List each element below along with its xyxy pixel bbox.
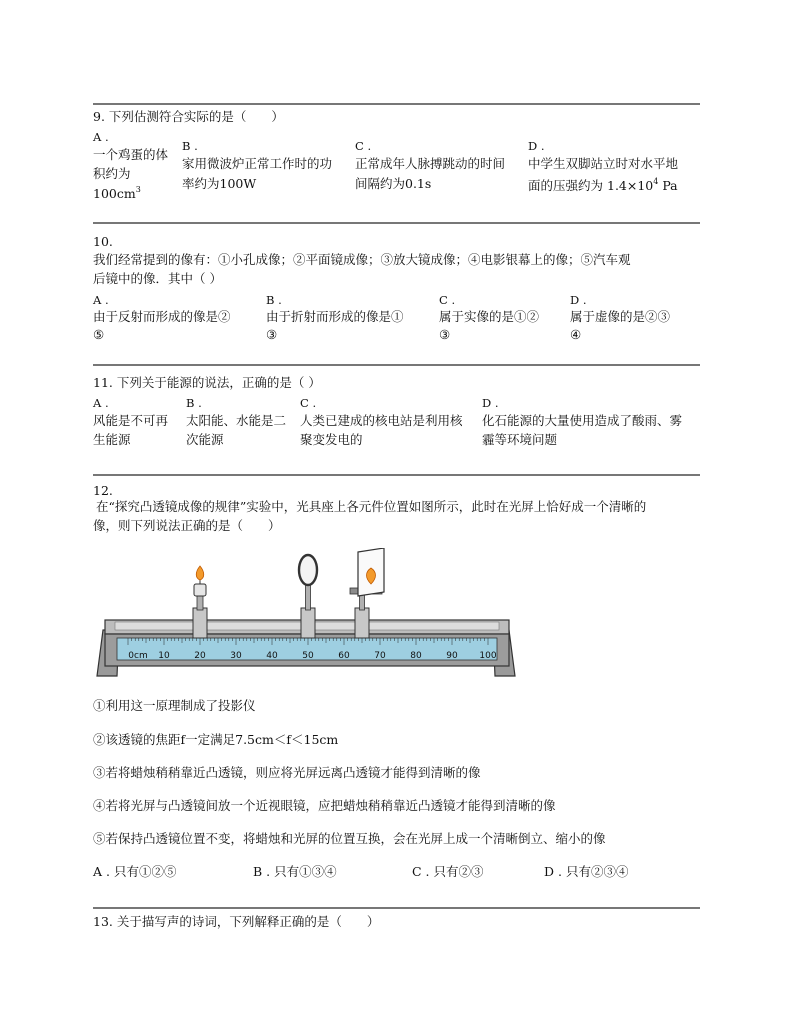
convex-lens [299, 555, 317, 585]
option-text: 一个鸡蛋的体 [93, 147, 169, 162]
candle-holder [193, 566, 207, 638]
divider [93, 222, 700, 224]
option-label: C . [439, 293, 456, 307]
option-label: B . [266, 293, 282, 307]
q12-stem-line: 像，则下列说法正确的是（ ） [93, 518, 281, 533]
option-text: ⑤ [93, 327, 105, 342]
candle-flame-icon [196, 566, 204, 580]
option-text: 间隔约为0.1s [355, 176, 432, 191]
divider [93, 364, 700, 366]
ruler-label: 30 [230, 651, 242, 661]
option-text: 次能源 [186, 432, 224, 447]
option-text: 聚变发电的 [300, 432, 363, 447]
q12-option-c[interactable]: C . 只有②③ [412, 864, 484, 879]
ruler-label: 0cm [128, 651, 148, 661]
option-text: ④ [570, 327, 582, 342]
option-label: C . [355, 139, 372, 153]
option-label: C . [300, 396, 317, 410]
q13-stem: 13. 关于描写声的诗词，下列解释正确的是（ ） [93, 914, 380, 929]
option-label: A . [93, 293, 109, 307]
lens-holder [299, 555, 317, 638]
option-text: 率约为100W [182, 176, 257, 191]
q12-statement: ②该透镜的焦距f一定满足7.5cm＜f＜15cm [93, 732, 339, 747]
q12-stem-line: 在“探究凸透镜成像的规律”实验中，光具座上各元件位置如图所示，此时在光屏上恰好成一个清晰的 [96, 499, 647, 514]
option-text: 积约为 [93, 166, 131, 181]
option-text: 面的压强约为 $1.4\times 10^4$ Pa [528, 177, 678, 193]
divider [93, 103, 700, 105]
option-text: 中学生双脚站立时对水平地 [528, 156, 679, 171]
option-text: ③ [439, 327, 451, 342]
option-text: 风能是不可再 [93, 413, 169, 428]
q12-option-d[interactable]: D . 只有②③④ [544, 864, 629, 879]
ruler-label: 80 [410, 651, 422, 661]
q9-stem: 9. 下列估测符合实际的是（ ） [93, 109, 284, 124]
q12-option-b[interactable]: B . 只有①③④ [253, 864, 337, 879]
option-text: 家用微波炉正常工作时的功 [182, 156, 333, 171]
option-text: 正常成年人脉搏跳动的时间 [355, 156, 506, 171]
q11-stem: 11. 下列关于能源的说法，正确的是（ ） [93, 375, 321, 390]
q12-statement: ①利用这一原理制成了投影仪 [93, 698, 256, 713]
option-label: B . [182, 139, 198, 153]
option-text: 属于虚像的是②③ [570, 309, 671, 324]
option-text: 人类已建成的核电站是利用核 [300, 413, 463, 428]
candle [194, 584, 206, 596]
option-text: 由于反射而形成的像是② [93, 309, 231, 324]
option-text: 生能源 [93, 432, 131, 447]
option-label: D . [482, 396, 499, 410]
option-label: D . [570, 293, 587, 307]
option-label: D . [528, 139, 545, 153]
ruler-label: 50 [302, 651, 314, 661]
option-label: A . [93, 130, 109, 144]
q10-number: 10. [93, 234, 113, 249]
divider [93, 907, 700, 909]
ruler-label: 60 [338, 651, 350, 661]
option-text: 霾等环境问题 [482, 432, 558, 447]
divider [93, 474, 700, 476]
ruler-label: 10 [158, 651, 170, 661]
ruler-label: 90 [446, 651, 458, 661]
option-label: B . [186, 396, 202, 410]
option-text: 由于折射而形成的像是① [266, 309, 404, 324]
q12-statement: ⑤若保持凸透镜位置不变，将蜡烛和光屏的位置互换，会在光屏上成一个清晰倒立、缩小的像 [93, 831, 606, 846]
q12-statement: ④若将光屏与凸透镜间放一个近视眼镜，应把蜡烛稍稍靠近凸透镜才能得到清晰的像 [93, 798, 556, 813]
option-text: 太阳能、水能是二 [186, 413, 287, 428]
q10-stem-line: 后镜中的像．其中（ ） [93, 271, 222, 286]
q12-option-a[interactable]: A . 只有①②⑤ [93, 864, 177, 879]
option-text: ③ [266, 327, 278, 342]
q10-stem-line: 我们经常提到的像有：①小孔成像；②平面镜成像；③放大镜成像；④电影银幕上的像；⑤汽车观 [93, 252, 631, 267]
ruler-label: 20 [194, 651, 206, 661]
option-text: 属于实像的是①② [439, 309, 540, 324]
optical-bench-figure [93, 548, 521, 684]
ruler-label: 40 [266, 651, 278, 661]
ruler-label: 70 [374, 651, 386, 661]
q12-statement: ③若将蜡烛稍稍靠近凸透镜，则应将光屏远离凸透镜才能得到清晰的像 [93, 765, 481, 780]
option-text: 化石能源的大量使用造成了酸雨、雾 [482, 413, 683, 428]
option-text: $100cm^3$ [93, 185, 141, 201]
option-label: A . [93, 396, 109, 410]
ruler-label: 100 [479, 651, 497, 661]
q12-number: 12. [93, 483, 113, 498]
